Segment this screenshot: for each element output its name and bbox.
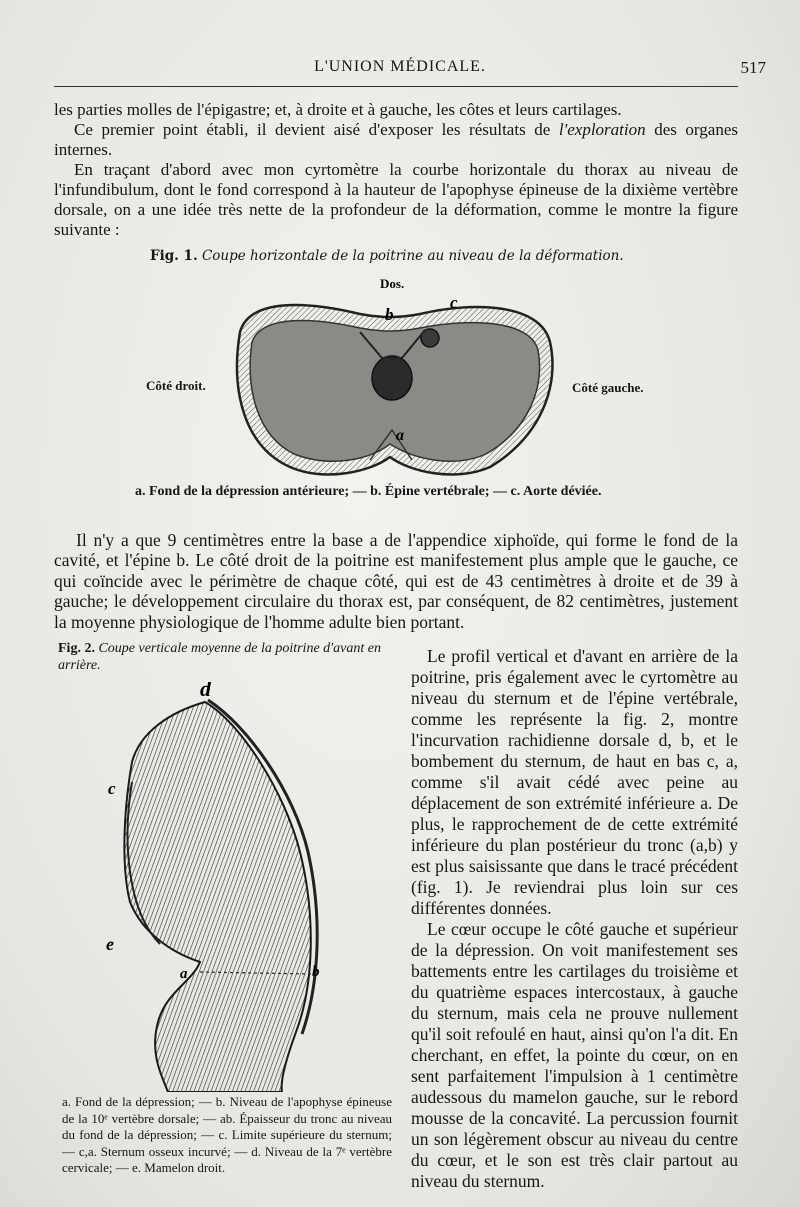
paragraph-measurements: Il n'y a que 9 centimètres entre la base a de l'appendice xiphoïde, qui forme le fond de la cavité, et l'épine b. Le côté droit de la poitrine est manifestement plus ample que le gauche, ce qui coïncide avec le périmètre de chaque côté, qui est de 43 centimètres à droite et de 39 à gauche; le développement circulaire du thorax est, par conséquent, de 82 centimètres, justement la moyenne physiologique de l'homme adulte bien portant.	[54, 529, 738, 632]
intro-paragraph-3: En traçant d'abord avec mon cyrtomètre la courbe horizontale du thorax au niveau de l'infundibulum, dont le fond correspond à la hauteur de l'apophyse épineuse de la dixième vertèbre dorsale, on a une idée très nette de la profondeur de la déformation, comme le montre la figure suivante :	[54, 160, 738, 239]
label-dos: Dos.	[380, 276, 405, 291]
label-d: d	[200, 682, 211, 701]
fig1-caption-text: Coupe horizontale de la poitrine au niveau de la déformation.	[201, 248, 624, 264]
col2-paragraph-2: Le cœur occupe le côté gauche et supérieur de la dépression. On voit manifestement ses battements entre les cartilages du troisième et du quatrième espaces intercostaux, à gauche du sternum, mais cela ne prouve nullement qu'il soit refoulé en haut, ainsi qu'on l'a dit. En cherchant, en effet, la pointe du cœur, on en sent parfaitement l'impulsion à 1 centimètre audessous du mamelon gauche, sur le rebord mousse de la concavité. La percussion fournit un son légèrement obscur au niveau du centre du cœur, et le son est très clair partout au niveau du sternum.	[411, 919, 738, 1191]
header-rule	[54, 86, 738, 87]
intro-paragraph-2: Ce premier point établi, il devient aisé d'exposer les résultats de l'exploration des organes internes.	[54, 120, 738, 159]
col2-paragraph-1: Le profil vertical et d'avant en arrière de la poitrine, pris également avec le cyrtomètre au niveau du sternum et de l'épine vertébrale, comme les représente la fig. 2, montre l'incurvation rachidienne dorsale d, b, et le bombement du sternum, de haut en bas c, a, comme s'il avait cédé avec peine au déplacement de son extrémité inférieure a. De plus, le rapprochement de de cette extrémité inférieure du plan postérieur du tronc (a,b) y est plus saisissante que dans le tracé précédent (fig. 1). Je reviendrai plus loin sur ces différentes données.	[411, 646, 738, 918]
right-column-text	[411, 646, 738, 1192]
spine-vertebra	[372, 356, 412, 400]
label-cote-gauche: Côté gauche.	[572, 380, 644, 395]
fig2-legend: a. Fond de la dépression; — b. Niveau de l'apophyse épineuse de la 10ᵉ vertèbre dorsale; — ab. Épaisseur du tronc au niveau du fond de la dépression; — c. Limite supérieure du sternum; — c,a. Sternum osseux incurvé; — d. Niveau de la 7ᵉ vertèbre cervicale; — e. Mamelon droit.	[62, 1094, 392, 1175]
fig2-number: Fig. 2.	[58, 641, 95, 656]
trunk-profile	[124, 702, 310, 1092]
label-a: a	[396, 427, 404, 444]
label-c: c	[450, 293, 458, 312]
fig2-caption	[58, 640, 388, 674]
intro-line: les parties molles de l'épigastre; et, à droite et à gauche, les côtes et leurs cartilages.	[54, 100, 622, 119]
label-b: b	[312, 964, 320, 980]
label-b: b	[385, 305, 394, 324]
emphasis-exploration: l'exploration	[558, 120, 646, 139]
fig1-number: Fig. 1.	[150, 248, 198, 264]
label-a: a	[180, 966, 188, 982]
fig2-vertical-section	[100, 682, 400, 1092]
page-number: 517	[740, 58, 766, 77]
journal-title: L'UNION MÉDICALE.	[314, 58, 486, 75]
label-e: e	[106, 934, 114, 954]
label-cote-droit: Côté droit.	[146, 378, 206, 393]
fig2-caption-text: Coupe verticale moyenne de la poitrine d'avant en arrière.	[58, 641, 381, 673]
fig1-caption	[150, 248, 624, 264]
fig1-legend: a. Fond de la dépression antérieure; — b. Épine vertébrale; — c. Aorte déviée.	[135, 484, 602, 499]
fig1-horizontal-section	[220, 272, 560, 484]
running-header	[0, 58, 800, 82]
intro-text	[54, 100, 738, 240]
label-c: c	[108, 779, 116, 798]
